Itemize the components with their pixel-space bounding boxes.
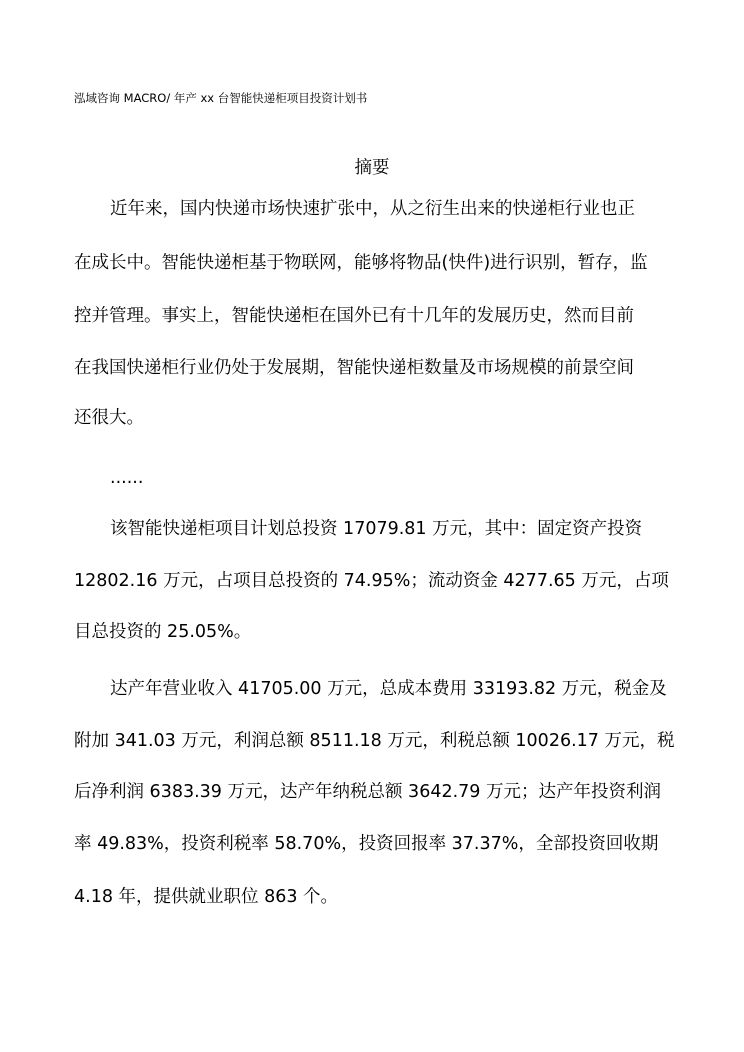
paragraph-line: 在我国快递柜行业仍处于发展期，智能快递柜数量及市场规模的前景空间 <box>74 358 634 378</box>
paragraph-line: 率 49.83%，投资利税率 58.70%，投资回报率 37.37%，全部投资回收期 <box>74 834 659 854</box>
paragraph-line: 附加 341.03 万元，利润总额 8511.18 万元，利税总额 10026.17 万元，税 <box>74 731 675 751</box>
paragraph-line: 该智能快递柜项目计划总投资 17079.81 万元，其中：固定资产投资 <box>110 519 643 539</box>
paragraph-line: 目总投资的 25.05%。 <box>74 622 252 642</box>
paragraph-line: 达产年营业收入 41705.00 万元，总成本费用 33193.82 万元，税金及 <box>110 679 667 699</box>
page-header: 泓域咨询 MACRO/ 年产 xx 台智能快递柜项目投资计划书 <box>74 91 368 105</box>
paragraph-line: 12802.16 万元，占项目总投资的 74.95%；流动资金 4277.65 万元，占项 <box>74 571 669 591</box>
ellipsis: ...... <box>110 468 144 488</box>
paragraph-line: 后净利润 6383.39 万元，达产年纳税总额 3642.79 万元；达产年投资利润 <box>74 782 661 802</box>
page-title: 摘要 <box>354 158 390 178</box>
paragraph-line: 控并管理。事实上，智能快递柜在国外已有十几年的发展历史，然而目前 <box>74 306 634 326</box>
paragraph-line: 近年来，国内快递市场快速扩张中，从之衍生出来的快递柜行业也正 <box>110 199 635 219</box>
paragraph-line: 还很大。 <box>74 408 144 428</box>
paragraph-line: 在成长中。智能快递柜基于物联网，能够将物品(快件)进行识别，暂存，监 <box>74 253 648 273</box>
paragraph-line: 4.18 年，提供就业职位 863 个。 <box>74 887 339 907</box>
